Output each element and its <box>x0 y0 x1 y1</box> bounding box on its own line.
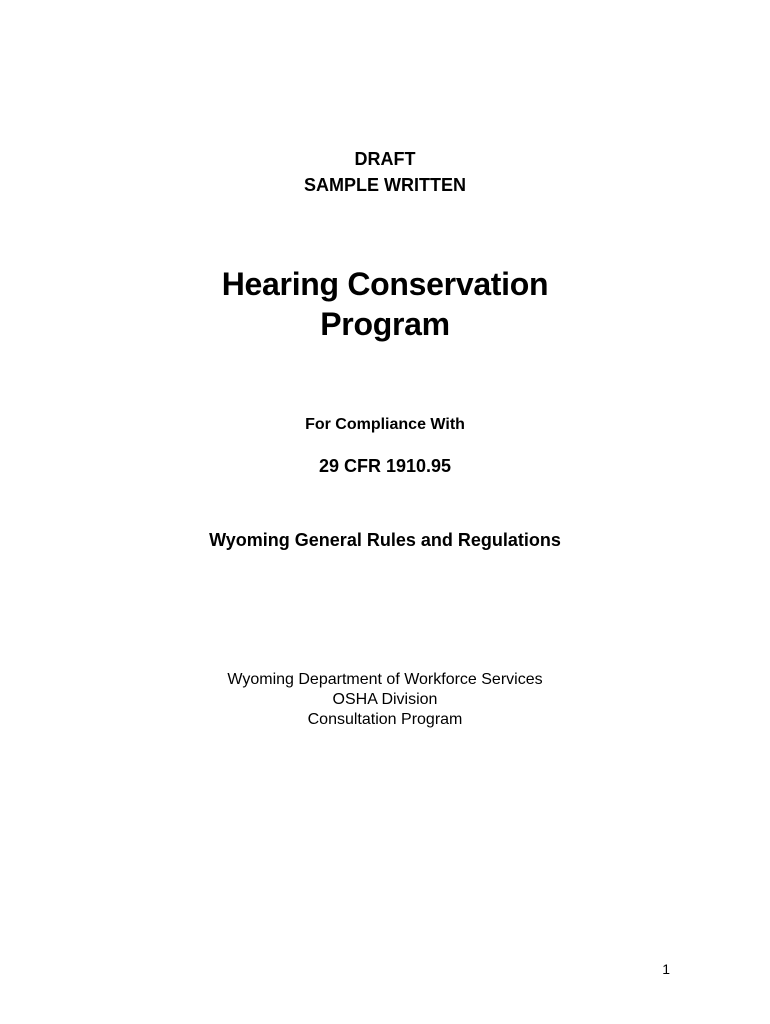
agency-department: Wyoming Department of Workforce Services <box>227 671 543 688</box>
draft-label: DRAFT <box>354 149 416 169</box>
agency-division: OSHA Division <box>332 691 438 708</box>
document-title <box>0 264 770 344</box>
agency-program: Consultation Program <box>307 711 463 728</box>
sample-written-label: SAMPLE WRITTEN <box>304 175 466 195</box>
cfr-reference: 29 CFR 1910.95 <box>318 456 452 476</box>
state-rules-reference: Wyoming General Rules and Regulations <box>209 530 561 550</box>
title-line-1: Hearing Conservation <box>221 266 549 302</box>
agency-block <box>0 670 770 730</box>
title-line-2: Program <box>320 306 450 342</box>
draft-header <box>0 146 770 198</box>
page-number: 1 <box>662 961 670 977</box>
compliance-label: For Compliance With <box>305 416 465 433</box>
